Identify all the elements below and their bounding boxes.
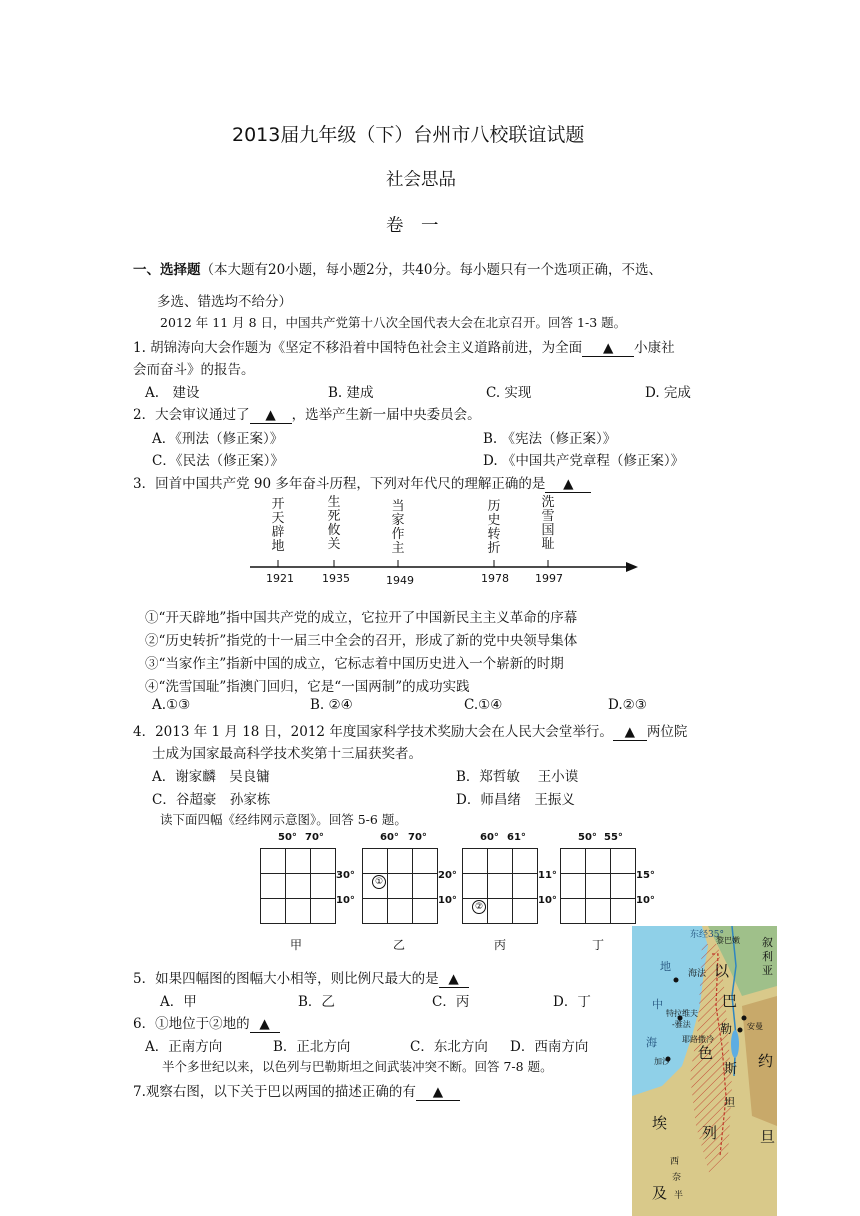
q6-stem [133,1012,280,1033]
grid-bing-marker: ② [472,900,486,914]
grid-ding-top-right: 55° [604,832,623,843]
q5-option-c: C．丙 [432,994,470,1010]
q1-option-d: D. 完成 [645,385,691,401]
q5-stem-text: 5．如果四幅图的图幅大小相等，则比例尺最大的是 [133,971,439,987]
q4-option-a: A．谢家麟 吴良镛 [152,769,270,785]
q2-option-c: C．《民法（修正案）》 [152,453,284,469]
timeline-label-1921: 开天辟地 [271,497,285,554]
map-label-jerusalem: 耶路撒冷 [682,1035,714,1044]
q3-option-d: D.②③ [608,697,647,713]
grid-bing-right-bottom: 10° [538,895,557,906]
q2-option-b: B. 《宪法（修正案）》 [483,431,617,447]
timeline-year-1949: 1949 [386,574,414,587]
q4-stem-b: 两位院 [646,724,688,740]
section-instructions: （本大题有20小题，每小题2分，共40分。每小题只有一个选项正确，不选、 [200,262,662,278]
exam-title: 2013届九年级（下）台州市八校联谊试题 [232,124,585,146]
grid-bing [462,848,538,924]
q1-answer-blank: ▲ [582,340,634,357]
q4-option-c: C．谷超豪 孙家栋 [152,792,271,808]
map-label-lebanon: 黎巴嫩 [716,936,740,945]
map-label-haifa: 海法 [688,969,707,979]
q3-option-a: A.①③ [152,697,191,713]
q7-stem [133,1080,460,1101]
map-label-sea-2: 中 [652,998,663,1011]
q2-stem [133,403,481,424]
q7-answer-blank: ▲ [416,1084,460,1101]
q3-statement-4: ④“洗雪国耻”指澳门回归，它是“一国两制”的成功实践 [145,679,470,695]
map-label-israel-2: 色 [698,1044,714,1062]
q6-answer-blank: ▲ [250,1016,280,1033]
grid-jia-right-bottom: 10° [336,895,355,906]
map-label-sinai-1: 西 [670,1157,680,1167]
map-label-amman: 安曼 [747,1022,763,1031]
map-label-syria-1: 叙 [762,936,773,949]
intro-1-3: 2012 年 11 月 8 日，中国共产党第十八次全国代表大会在北京召开。回答 1-3 题。 [160,315,627,330]
map-label-telaviv-1: 特拉维夫 [666,1009,698,1018]
q3-answer-blank: ▲ [545,476,591,493]
q1-line1 [133,336,675,357]
grid-bing-top-right: 61° [507,832,526,843]
q6-option-c: C．东北方向 [410,1039,488,1055]
timeline-label-1935: 生死攸关 [327,495,341,552]
q3-statement-3: ③“当家作主”指新中国的成立，它标志着中国历史进入一个崭新的时期 [145,656,564,672]
grid-yi-top-right: 70° [408,832,427,843]
timeline-year-1997: 1997 [535,572,563,585]
map-label-le: 勒 [720,1022,733,1036]
q1-option-a: A. 建设 [145,385,200,401]
grid-jia-caption: 甲 [290,938,303,952]
q5-answer-blank: ▲ [439,971,469,988]
grid-ding [560,848,636,924]
map-top-label: 东经35° [690,930,724,940]
q1-stem-b: 小康社 [634,340,675,356]
q6-option-a: A．正南方向 [145,1039,223,1055]
map-label-gaza: 加沙 [654,1057,670,1066]
q5-stem [133,967,469,988]
map-label-telaviv-2: -雅法 [672,1020,691,1029]
map-label-sea-1: 地 [660,960,671,973]
grid-jia-top-left: 50° [278,832,297,843]
q1-option-b: B. 建成 [328,385,374,401]
q5-option-b: B．乙 [298,994,335,1010]
q4-answer-blank: ▲ [613,724,647,741]
israel-palestine-map [632,926,777,1216]
section-instructions-cont: 多选、错选均不给分） [157,294,292,310]
exam-volume: 卷 一 [386,216,439,236]
map-label-ba: 巴 [722,992,738,1010]
grid-figures [250,830,670,950]
grid-bing-right-top: 11° [538,870,557,881]
map-label-israel-1: 以 [714,962,730,980]
map-label-si: 斯 [724,1062,738,1077]
timeline [240,494,650,594]
q1-stem-a: 1. 胡锦涛向大会作题为《坚定不移沿着中国特色社会主义道路前进，为全面 [133,340,583,356]
map-label-jordan-1: 约 [758,1052,774,1070]
grid-jia-top-right: 70° [305,832,324,843]
q4-option-b: B．郑哲敏 王小谟 [456,769,579,785]
q3-stem-text: 3．回首中国共产党 90 多年奋斗历程，下列对年代尺的理解正确的是 [133,476,546,492]
grid-ding-right-bottom: 10° [636,895,655,906]
timeline-label-1997: 洗雪国耻 [541,495,555,552]
q4-line1 [133,720,687,741]
timeline-label-1978: 历史转折 [487,499,501,556]
grid-yi-caption: 乙 [393,938,406,952]
map-label-sinai-3: 半 [674,1191,684,1201]
timeline-axis [240,494,650,594]
q3-option-b: B. ②④ [310,697,353,713]
section-heading: 一、选择题 [133,262,201,278]
q3-option-c: C.①④ [464,697,503,713]
q4-stem-a: 4．2013 年 1 月 18 日，2012 年度国家科学技术奖励大会在人民大会堂举行。 [133,724,613,740]
map-label-egypt-2: 及 [652,1184,668,1202]
q3-statement-2: ②“历史转折”指党的十一届三中全会的召开，形成了新的党中央领导集体 [145,633,578,649]
section-heading-line [133,258,662,278]
q3-statement-1: ①“开天辟地”指中国共产党的成立，它拉开了中国新民主主义革命的序幕 [145,610,578,626]
exam-subject: 社会思品 [386,170,456,190]
timeline-year-1921: 1921 [266,572,294,585]
grid-bing-caption: 丙 [494,938,507,952]
map-label-sinai-2: 奈 [672,1173,682,1183]
grid-yi-right-top: 20° [438,870,457,881]
q3-stem [133,472,591,493]
map-label-syria-3: 亚 [762,964,773,977]
q4-line2: 士成为国家最高科学技术奖第十三届获奖者。 [152,746,422,762]
grid-jia [260,848,336,924]
q4-option-d: D．师昌绪 王振义 [456,792,575,808]
timeline-year-1935: 1935 [322,572,350,585]
q2-stem-a: 2．大会审议通过了 [133,407,250,423]
q2-answer-blank: ▲ [250,407,292,424]
map-label-syria-2: 利 [762,950,773,963]
intro-5-6: 读下面四幅《经纬网示意图》。回答 5-6 题。 [160,812,407,827]
q5-option-d: D．丁 [553,994,591,1010]
timeline-label-1949: 当家作主 [391,499,405,556]
q5-option-a: A．甲 [160,994,197,1010]
timeline-year-1978: 1978 [481,572,509,585]
map-label-egypt-1: 埃 [652,1114,668,1132]
grid-yi-right-bottom: 10° [438,895,457,906]
map-label-jordan-2: 旦 [760,1128,776,1146]
map-label-sea-3: 海 [646,1036,657,1049]
q1-option-c: C. 实现 [486,385,532,401]
q2-option-a: A．《刑法（修正案）》 [152,431,284,447]
q2-option-d: D. 《中国共产党章程（修正案）》 [483,453,685,469]
q6-stem-text: 6．①地位于②地的 [133,1016,250,1032]
intro-7-8: 半个多世纪以来，以色列与巴勒斯坦之间武装冲突不断。回答 7-8 题。 [162,1059,553,1074]
grid-jia-right-top: 30° [336,870,355,881]
q7-stem-text: 7.观察右图，以下关于巴以两国的描述正确的有 [133,1084,416,1100]
grid-bing-top-left: 60° [480,832,499,843]
q2-stem-b: ，选举产生新一届中央委员会。 [291,407,481,423]
grid-yi-marker: ① [372,875,386,889]
grid-ding-right-top: 15° [636,870,655,881]
grid-yi-top-left: 60° [380,832,399,843]
q6-option-d: D．西南方向 [510,1039,589,1055]
grid-ding-caption: 丁 [592,938,605,952]
map-label-israel-3: 列 [702,1124,718,1142]
grid-ding-top-left: 50° [578,832,597,843]
map-label-tan: 坦 [724,1096,735,1109]
q6-option-b: B．正北方向 [273,1039,351,1055]
q1-line2: 会而奋斗》的报告。 [133,362,255,378]
